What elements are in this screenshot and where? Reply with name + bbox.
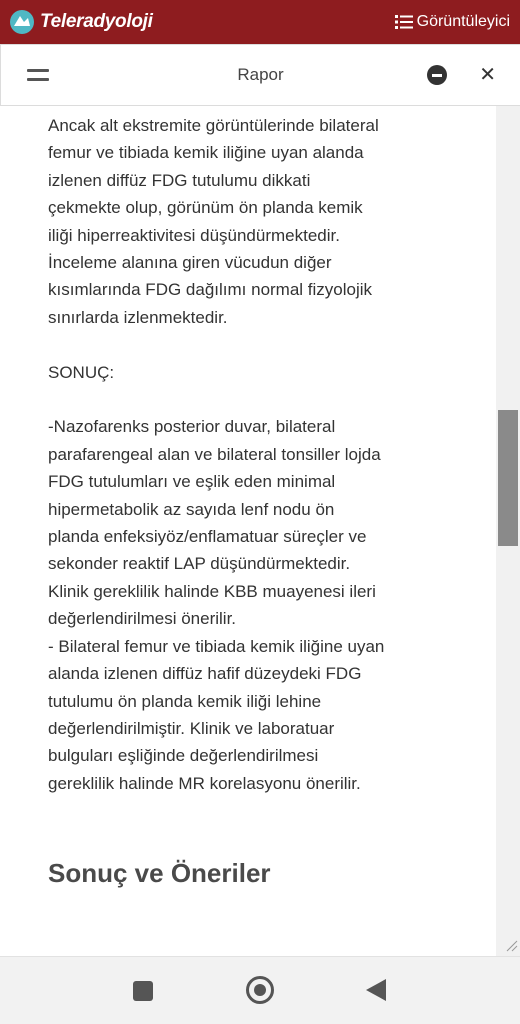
square-icon[interactable]	[133, 981, 153, 1001]
system-nav-bar	[0, 956, 520, 1024]
resize-grip-icon[interactable]	[504, 938, 518, 952]
scrollbar-thumb[interactable]	[498, 410, 518, 546]
brand[interactable]	[8, 8, 153, 36]
hamburger-menu-icon[interactable]	[27, 67, 49, 83]
list-icon	[395, 15, 413, 29]
brand-logo-icon	[8, 8, 36, 36]
report-paragraph-findings: Ancak alt ekstremite görüntülerinde bilateral femur ve tibiada kemik iliğine uyan alanda izlenen diffüz FDG tutulumu dikkati çekmekte olup, görünüm ön planda kemik iliği hiperreaktivitesi düşündürmektedir. İnceleme alanına giren vücudun diğer kısımlarında FDG dağılımı normal fizyolojik sınırlarda izlenmektedir.	[48, 116, 379, 327]
minus-circle-icon[interactable]	[427, 65, 447, 85]
panel-title: Rapor	[237, 65, 284, 84]
report-content[interactable]	[0, 106, 496, 956]
viewer-button[interactable]	[395, 13, 510, 31]
brand-name: Teleradyoloji	[40, 11, 153, 32]
report-text	[48, 112, 448, 797]
close-icon[interactable]: ✕	[479, 64, 496, 86]
circle-icon[interactable]	[246, 976, 274, 1004]
report-paragraph-conclusion: -Nazofarenks posterior duvar, bilateral parafarengeal alan ve bilateral tonsiller lojda FDG tutulumları ve eşlik eden minimal hipermetabolik az sayıda lenf nodu ön planda enfeksiyöz/enflamatuar süreçler ve sekonder reaktif LAP düşündürmektedir. Klinik gereklilik halinde KBB muayenesi ileri değerlendirilmesi önerilir. - Bilateral femur ve tibiada kemik iliğine uyan alanda izlenen diffüz hafif düzeydeki FDG tutulumu ön planda kemik iliği lehine değerlendirilmiştir. Klinik ve laboratuar bulguları eşliğinde değerlendirilmesi gereklilik halinde MR korelasyonu önerilir.	[48, 417, 385, 793]
section-heading: Sonuç ve Öneriler	[48, 858, 271, 888]
report-panel-header	[0, 44, 520, 106]
app-bar	[0, 0, 520, 44]
report-conclusion-label: SONUÇ:	[48, 362, 115, 382]
triangle-back-icon[interactable]	[366, 979, 386, 1001]
viewer-label: Görüntüleyici	[416, 13, 510, 30]
